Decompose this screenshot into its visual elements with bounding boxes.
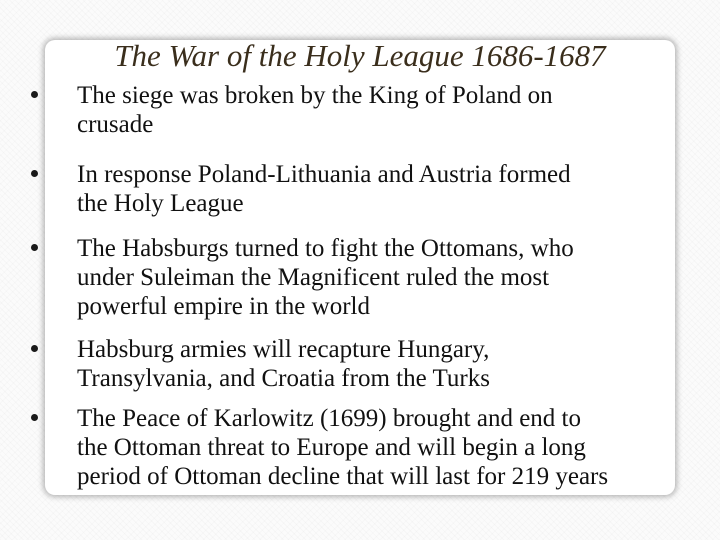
bullet-text: Habsburg armies will recapture Hungary, Transylvania, and Croatia from the Turks xyxy=(77,336,490,392)
bullet-text: The siege was broken by the King of Poland on crusade xyxy=(77,82,553,138)
bullet-dot-icon xyxy=(29,404,39,430)
bullet-text: In response Poland-Lithuania and Austria formed the Holy League xyxy=(77,161,571,217)
bullet-text: The Habsburgs turned to fight the Ottomans, who under Suleiman the Magnificent ruled the most powerful empire in the world xyxy=(77,235,574,320)
bullet-dot-icon xyxy=(29,234,39,260)
bullet-dot-icon xyxy=(29,335,39,361)
slide-title: The War of the Holy League 1686-1687 xyxy=(114,38,606,73)
bullet-dot-icon xyxy=(29,160,39,186)
bullet-dot-icon xyxy=(29,81,39,107)
bullet-text: The Peace of Karlowitz (1699) brought and end to the Ottoman threat to Europe and will begin a long period of Ottoman decline that will last for 219 years xyxy=(77,405,609,490)
